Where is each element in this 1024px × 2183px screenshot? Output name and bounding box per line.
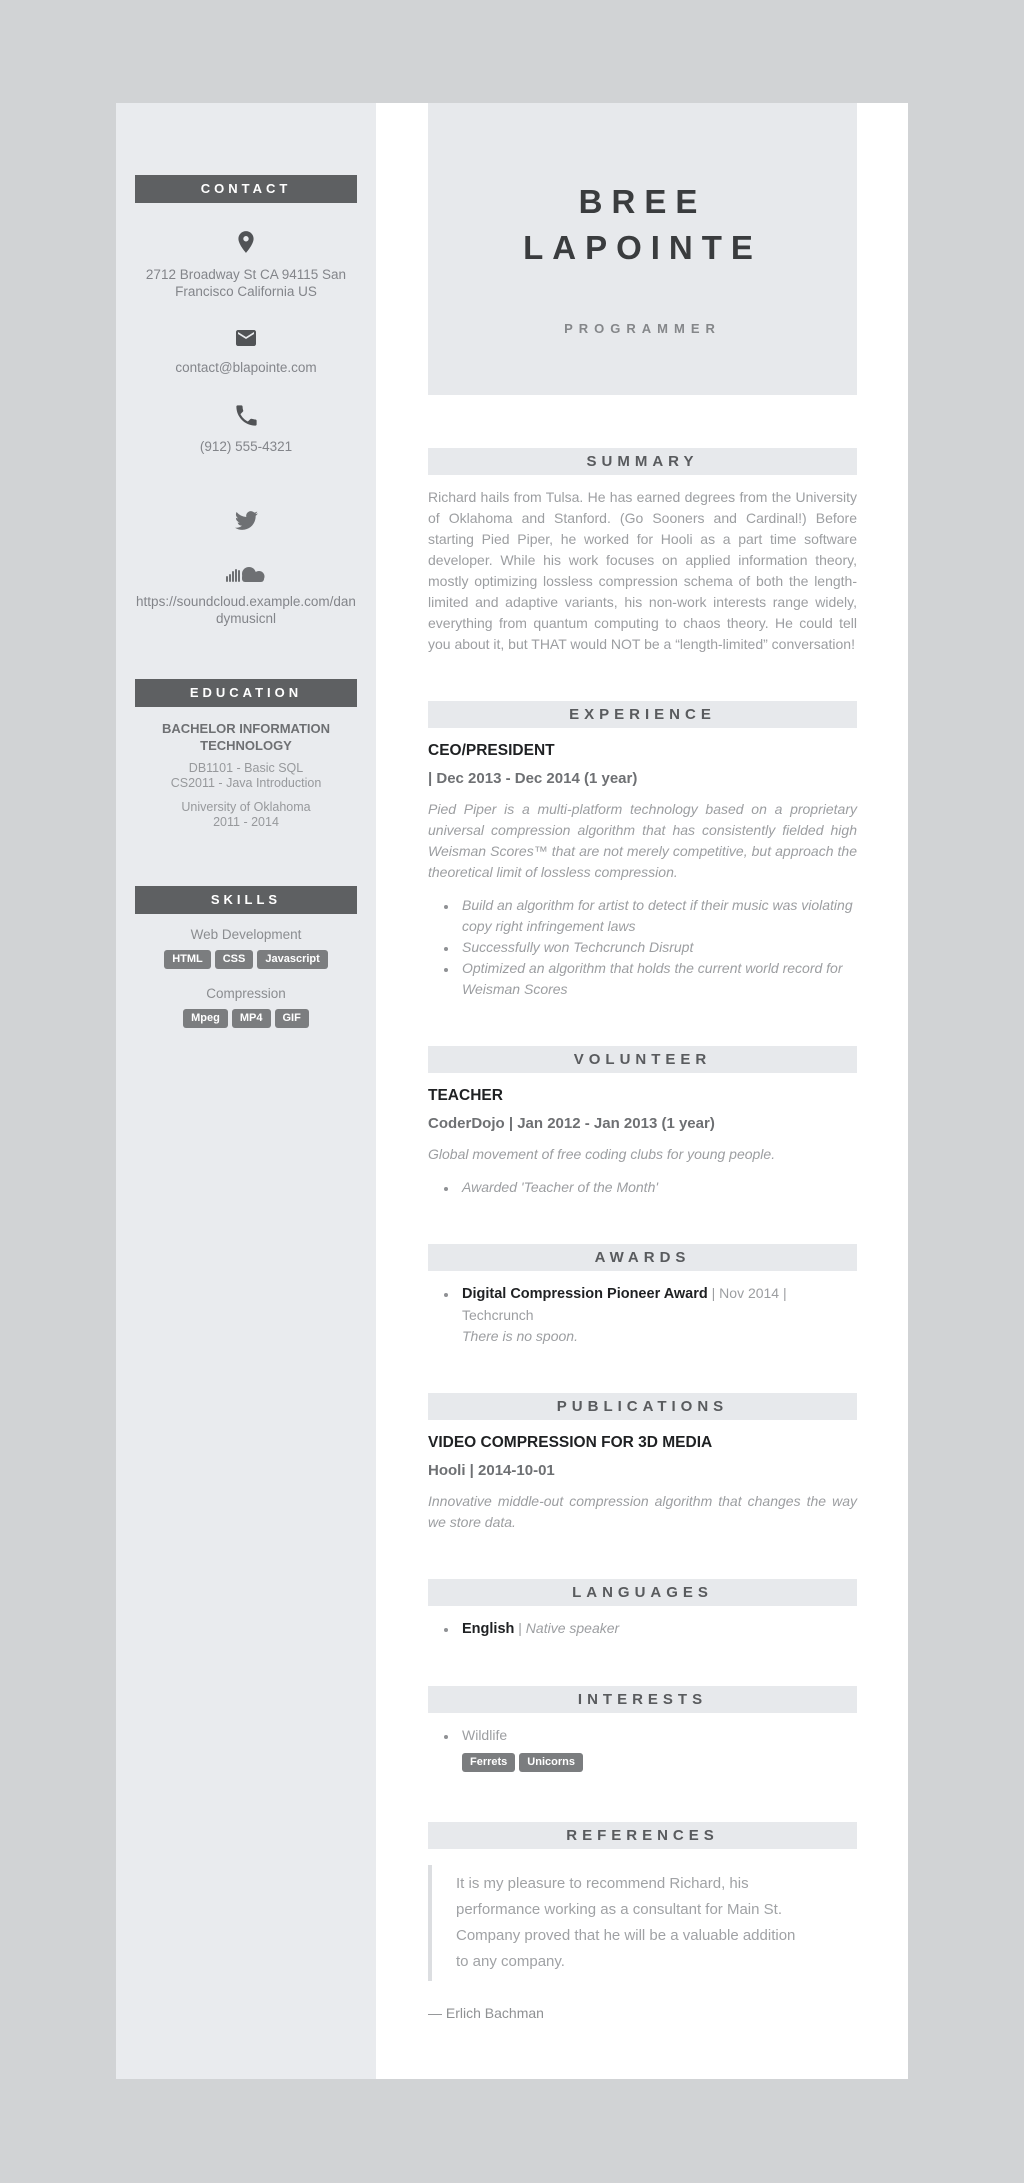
experience-position: CEO/PRESIDENT <box>428 742 555 759</box>
award-item <box>458 1283 857 1347</box>
publication-name: VIDEO COMPRESSION FOR 3D MEDIA <box>428 1434 713 1451</box>
interests-section-title: INTERESTS <box>428 1686 857 1713</box>
interest-chip: Ferrets <box>462 1753 515 1772</box>
language-fluency: Native speaker <box>525 1620 620 1636</box>
experience-summary: Pied Piper is a multi-platform technology based on a proprietary universal compression algorithm that has consistently fielded high Weisman Scores™ that are not merely competitive, but approach the theoretical limit of lossless compression. <box>428 801 857 880</box>
interests-list <box>428 1725 857 1776</box>
name-header <box>428 103 857 395</box>
contact-title-bar: CONTACT <box>135 175 357 203</box>
section-awards <box>428 1244 857 1347</box>
reference-name: — Erlich Bachman <box>428 2005 544 2021</box>
soundcloud-url: https://soundcloud.example.com/dandymusicnl <box>136 594 356 626</box>
skill-chip: HTML <box>164 950 211 969</box>
full-name <box>428 179 857 271</box>
experience-highlight: • Optimized an algorithm that holds the current world record for Weisman Scores <box>458 958 857 1000</box>
experience-highlight: • Successfully won Techcrunch Disrupt <box>458 937 857 958</box>
experience-highlight: • Build an algorithm for artist to detect if their music was violating copy right infringement laws <box>458 895 857 937</box>
skill-group-name: Compression <box>206 986 286 1001</box>
skill-chip: Mpeg <box>183 1009 228 1028</box>
volunteer-position: TEACHER <box>428 1087 503 1104</box>
contact-phone: (912) 555-4321 <box>199 439 293 454</box>
experience-section-title: EXPERIENCE <box>428 701 857 728</box>
section-experience <box>428 701 857 1000</box>
skill-chip: MP4 <box>232 1009 271 1028</box>
volunteer-section-title: VOLUNTEER <box>428 1046 857 1073</box>
award-date: | Nov 2014 | <box>711 1285 787 1301</box>
publications-section-title: PUBLICATIONS <box>428 1393 857 1420</box>
section-publications <box>428 1393 857 1533</box>
summary-text: Richard hails from Tulsa. He has earned degrees from the University of Oklahoma and Stanford. (Go Sooners and Cardinal!) Before starting Pied Piper, he worked for Hooli as a part time software developer. While his work focuses on applied information theory, mostly optimizing lossless compression schema of both the length-limited and adaptive variants, his non-work interests range widely, everything from quantum computing to chaos theory. He could tell you about it, but THAT would NOT be a “length-limited” conversation! <box>428 489 857 652</box>
skill-chip: Javascript <box>257 950 327 969</box>
interest-chip: Unicorns <box>519 1753 583 1772</box>
sidebar <box>116 103 376 2079</box>
volunteer-highlight: • Awarded 'Teacher of the Month' <box>458 1177 857 1198</box>
job-role: PROGRAMMER <box>564 321 721 336</box>
resume-page <box>116 103 908 2079</box>
experience-dates: | Dec 2013 - Dec 2014 (1 year) <box>428 770 638 787</box>
main-column <box>428 103 857 2079</box>
map-pin-icon <box>233 227 259 257</box>
references-section-title: REFERENCES <box>428 1822 857 1849</box>
interest-chip-row <box>462 1750 857 1776</box>
language-item <box>458 1618 857 1640</box>
education-course: DB1101 - Basic SQL <box>188 761 304 775</box>
publication-summary: Innovative middle-out compression algorithm that changes the way we store data. <box>428 1493 857 1530</box>
volunteer-highlights <box>428 1177 857 1198</box>
twitter-icon <box>233 509 260 532</box>
envelope-icon <box>231 326 261 350</box>
education-course: CS2011 - Java Introduction <box>170 776 322 790</box>
award-name: Digital Compression Pioneer Award <box>462 1286 708 1302</box>
section-languages <box>428 1579 857 1640</box>
education-degree: BACHELOR INFORMATION TECHNOLOGY <box>161 721 331 753</box>
volunteer-summary: Global movement of free coding clubs for young people. <box>428 1146 776 1162</box>
contact-address: 2712 Broadway St CA 94115 San Francisco California US <box>145 267 347 299</box>
section-references <box>428 1822 857 2021</box>
first-name: BREE <box>578 183 707 220</box>
last-name: LAPOINTE <box>523 229 762 266</box>
section-volunteer <box>428 1046 857 1198</box>
soundcloud-icon <box>226 564 266 584</box>
languages-list <box>428 1618 857 1640</box>
section-summary <box>428 448 857 655</box>
volunteer-org-dates: CoderDojo | Jan 2012 - Jan 2013 (1 year) <box>428 1115 715 1132</box>
education-title-bar: EDUCATION <box>135 679 357 707</box>
interest-name: Wildlife <box>462 1727 508 1743</box>
summary-section-title: SUMMARY <box>428 448 857 475</box>
skill-chip-row <box>135 949 357 973</box>
awards-section-title: AWARDS <box>428 1244 857 1271</box>
education-institution: University of Oklahoma <box>181 800 311 814</box>
skill-chip: CSS <box>215 950 254 969</box>
phone-icon <box>233 402 260 429</box>
education-years: 2011 - 2014 <box>213 815 279 829</box>
publication-publisher-date: Hooli | 2014-10-01 <box>428 1462 555 1479</box>
skill-chip-row <box>135 1008 357 1032</box>
experience-highlights <box>428 895 857 1000</box>
skill-group-name: Web Development <box>190 927 302 942</box>
reference-quote: It is my pleasure to recommend Richard, his performance working as a consultant for Main St. Company proved that he will be a valuable addition to any company. <box>428 1865 857 1981</box>
languages-section-title: LANGUAGES <box>428 1579 857 1606</box>
awards-list <box>428 1283 857 1347</box>
section-interests <box>428 1686 857 1776</box>
contact-email: contact@blapointe.com <box>175 360 317 375</box>
language-separator: | <box>518 1620 522 1636</box>
award-awarder: Techcrunch <box>462 1307 534 1323</box>
interest-item <box>458 1725 857 1776</box>
skill-chip: GIF <box>275 1009 309 1028</box>
skills-title-bar: SKILLS <box>135 886 357 914</box>
language-name: English <box>462 1621 515 1637</box>
award-summary: There is no spoon. <box>462 1328 578 1344</box>
